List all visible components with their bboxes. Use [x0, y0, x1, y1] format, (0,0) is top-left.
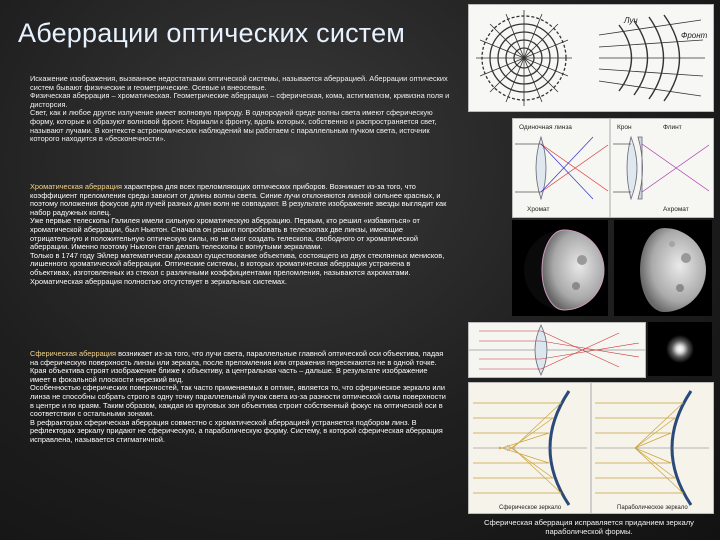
spherical-text: возникает из-за того, что лучи света, параллельные главной оптической оси объектива, падая на сферическую поверхность линзы или зеркала, после преломления или отражения пересекаются не в одной точке. Края объектива строят изображение ближе к объективу, а центральная часть – дальше. В результате изображение имеет в фокальной плоскости нерезкий вид. [30, 349, 444, 384]
moon-image-achromatic [614, 220, 712, 316]
ray-label: Луч [624, 16, 638, 25]
crown-label: Крон [617, 124, 632, 131]
paragraph: Искажение изображения, вызванное недостатками оптической системы, называется аберрацией. Аберрации оптических систем бывают физические и геометрические. Осевые и внеосевые. [30, 74, 448, 92]
spherical-paragraph-3: В рефракторах сферическая аберрация совместно с хроматической аберрацией устраняется подбором линз. В рефлекторах зеркалу придают не сферическую, а параболическую форму. Систему, в которой сферическая аберрация исправлена, называется стигматичной. [30, 417, 443, 444]
mirrors-figure [468, 382, 714, 514]
spherical-section [30, 350, 450, 445]
spherical-paragraph-2: Особенностью сферических поверхностей, так часто применяемых в оптике, является то, что сферическое зеркало или линза не способны собрать строго в одну точку параллельный пучок света из-за разности оптической силы поверхности в центре и по краям. Таким образом, каждая из круговых зон объектива строит собственный фокус на оптической оси в соответствии с остальными зонами. [30, 383, 446, 419]
chromat-label: Хромат [527, 206, 550, 213]
chromatic-term: Хроматическая аберрация [30, 182, 122, 191]
chromatic-section [30, 183, 450, 286]
spherical-mirror-label: Сферическое зеркало [499, 505, 562, 511]
paragraph: Свет, как и любое другое излучение имеет волновую природу. В однородной среде волны света имеют сферическую форму, которые и образуют волновой фронт. Нормали к фронту, вдоль которых, собственно и распространяется свет, называют лучами. В контексте астрономических наблюдений мы работаем с параллельным пучком света, источник которого находится в «бесконечности». [30, 108, 437, 144]
achromat-label: Ахромат [663, 206, 689, 213]
star-image [648, 322, 712, 376]
page-title: Аберрации оптических систем [18, 18, 406, 48]
parabolic-mirror-label: Параболическое зеркало [617, 505, 688, 511]
figure-caption: Сферическая аберрация исправляется приданием зеркалу параболической формы. [484, 518, 694, 536]
chromatic-paragraph-3: Только в 1747 году Эйлер математически доказал существование объектива, состоящего из двух стеклянных менисков, лишенного хроматической аберрации. Оптические системы, в которых хроматическая аберрация устранена в объективах, изготовленных из стекол с различными коэффициентами преломления, называются ахроматами. Хроматическая аберрация полностью отсутствует в зеркальных системах. [30, 250, 445, 286]
single-lens-label: Одиночная линза [519, 124, 572, 131]
paragraph: Физическая аберрация – хроматическая. Геометрические аберрации – сферическая, кома, астигматизм, кривизна поля и дисторсия. [30, 91, 450, 109]
spherical-term: Сферическая аберрация [30, 349, 117, 358]
moon-image-chromatic [512, 220, 608, 316]
chromatic-paragraph-2: Уже первые телескопы Галилея имели сильную хроматическую аберрацию. Первым, кто решил «избавиться» от хроматической аберрации, был Ньютон. Сначала он решил попробовать в телескопах две линзы, имеющие отрицательную и положительную оптическую силы, но не смог создать телескопа, свободного от хроматической аберрации. Именно поэтому Ньютон стал делать телескопы с вогнутыми зеркалами. [30, 216, 420, 252]
chromat-achromat-figure [512, 118, 714, 218]
flint-label: Флинт [663, 124, 682, 131]
intro-text [30, 75, 450, 144]
chromatic-text: характерна для всех преломляющих оптических приборов. Возникает из-за того, что коэффициент преломления среды зависит от длины волны света. Синие лучи отклоняются линзой сильнее красных, и поэтому положения фокусов для лучей разных длин волн не совпадают. В результате изображение звезды выглядит как набор радужных колец. [30, 182, 447, 217]
wavefront-figure [468, 4, 714, 112]
front-label: Фронт [681, 31, 708, 40]
lens-spherical-figure [468, 322, 646, 378]
